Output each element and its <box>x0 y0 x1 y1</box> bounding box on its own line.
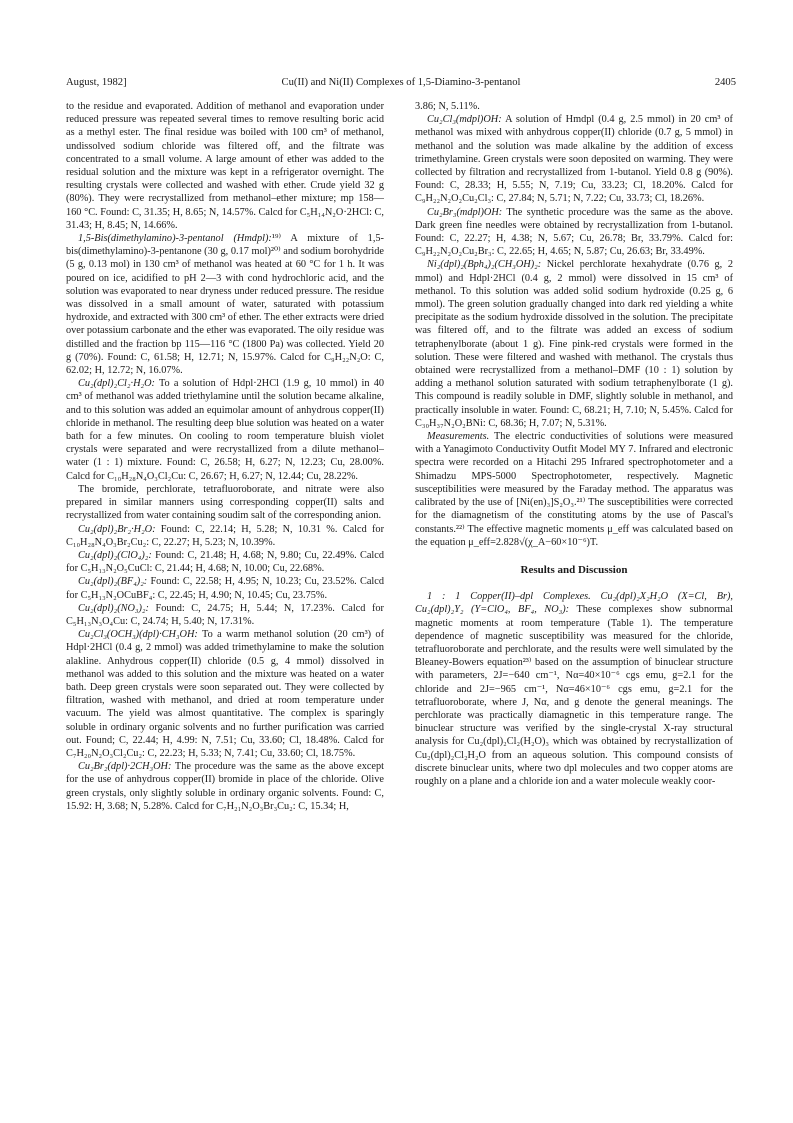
paragraph <box>66 602 384 628</box>
paragraph-heading: Cu₂(dpl)₂Br₂·H₂O: <box>78 523 156 535</box>
header-title: Cu(II) and Ni(II) Complexes of 1,5-Diamino-3-pentanol <box>281 77 521 88</box>
paragraph <box>66 100 384 232</box>
paragraph-text: To a warm methanol solution (20 cm³) of Hdpl·2HCl (0.4 g, 2 mmol) was added trimethylamine to make the solution alakline. Anhydrous copper(II) chloride (0.5 g, 4 mmol) dissolved in methanol was added to this solution and the mixture was heated on a water bath. Deep green crystals were soon separated out. They were collected by filtration, washed with methanol, and dried at room temperature under vacuum. The yield was almost quantitative. The complex is sparingly soluble in ordinary organic solvents and no further purification was carried out. Found; C, 22.44; H, 4.99: N, 7.51; Cu, 33.60; Cl, 18.48%. Calcd for C₇H₂₀N₂O₃Cl₂Cu₂: C, 22.23; H, 5.33; N, 7.41; Cu, 33.60; Cl, 18.75%. <box>66 629 384 759</box>
paragraph-text: ¹⁹⁾ A mixture of 1,5-bis(dimethylamino)-3-pentanone (30 g, 0.17 mol)²⁰⁾ and sodium borohydride (5 g, 0.13 mol) in 130 cm³ of methanol was heated at 60 °C for 1 h. It was poured on ice, acidified to pH 2—3 with cond hydrochloric acid, and the solution was evaporated to near dryness under reduced pressure. The residue was dissolved in a small amount of water, saturated with potassium hydroxide, and extracted with 300 cm³ of ether. The ether extracts were dried over potassium carbonate and the ether was evaporated. The oily residue was distilled and the fraction bp 115—116 °C (1800 Pa) was collected. Yield 20 g (70%). Found: C, 61.58; H, 12.71; N, 15.97%. Calcd for C₉H₂₂N₂O: C, 62.02; H, 12.72; N, 16.07%. <box>66 233 384 377</box>
left-column <box>66 100 384 1100</box>
paragraph-heading: Cu₂(dpl)₂(BF₄)₂: <box>78 576 148 588</box>
header-date: August, 1982] <box>66 77 127 88</box>
paragraph <box>415 590 733 788</box>
paragraph-text: to the residue and evaporated. Addition of methanol and evaporation under reduced pressure was repeated several times to remove resulting boric acid as a methyl ester. The final residue was boiled with 100 cm³ of methanol, undissolved sodium chloride was filtered off, and the filtrate was concentrated to a small volume. A large amount of ether was added to the residual solution and the mixture was kept in a refrigerator overnight. The resulting crystals were collected and washed with ether. Crude yield 32 g (80%). They were recrystallized from methanol–ether mixture; mp 158—160 °C. Found: C, 31.35; H, 8.65; N, 14.57%. Calcd for C₅H₁₄N₂O·2HCl: C, 31.43; H, 8.45; N, 14.66%. <box>66 101 384 231</box>
paragraph <box>415 206 733 259</box>
paragraph-text: Found: C, 22.58; H, 4.95; N, 10.23; Cu, 23.52%. Calcd for C₅H₁₃N₂OCuBF₄: C, 22.45; H, 4.90; N, 10.45; Cu, 23.75%. <box>66 576 384 601</box>
paragraph <box>66 575 384 601</box>
paragraph-heading: Cu₂(dpl)₂Cl₂·H₂O: <box>78 378 155 390</box>
paragraph-text: The procedure was the same as the above except for the use of anhydrous copper(II) bromide in place of the chloride. Olive green crystals, only slightly soluble in ordinary organic solvents. Found: C, 15.92: H, 3.68; N, 5.28%. Calcd for C₇H₂₁N₂O₃Br₃Cu₂: C, 15.34; H, <box>66 761 384 812</box>
paragraph <box>415 430 733 549</box>
paragraph-heading: Cu₂(dpl)₂(ClO₄)₂: <box>78 549 152 561</box>
paragraph-heading: Measurements. <box>427 431 490 443</box>
paragraph <box>66 483 384 523</box>
paragraph <box>66 523 384 549</box>
right-column <box>415 100 733 1100</box>
paragraph <box>66 377 384 483</box>
paragraph <box>66 549 384 575</box>
paragraph-text: Found: C, 24.75; H, 5.44; N, 17.23%. Calcd for C₅H₁₃N₃O₄Cu: C, 24.74; H, 5.40; N, 17.31%. <box>66 602 384 627</box>
paragraph-heading: Ni₂(dpl)₂(Bph₄)₂(CH₃OH)₂: <box>427 259 542 271</box>
paragraph-text: The synthetic procedure was the same as the above. Dark green fine needles were obtained by recrystallization from 1-butanol. Found: C, 22.27; H, 4.38; N, 5.67; Cu, 26.78; Br, 33.79%. Calcd for: C₉H₂₂N₂O₂Cu₂Br₃: C, 22.65; H, 4.65; N, 5.87; Cu, 26.63; Br, 33.49%. <box>415 206 733 258</box>
paragraph-text: The electric conductivities of solutions were measured with a Yanagimoto Conductivity Outfit Model MY 7. Infrared and electronic spectra were recorded on a Hitachi 295 Infrared spectrophotometer and a Shimadzu MPS-5000 Spectrophotometer, respectively. Magnetic susceptibilities were measured by the Faraday method. The apparatus was calibrated by the use of [Ni(en)₃]S₂O₃.²¹⁾ The susceptibilities were corrected for the diamagnetism of the constituting atoms by the use of Pascal's constants.²²⁾ The effective magnetic moments μ_eff was calculated based on the equation μ_eff=2.828√(χ_A−60×10⁻⁶)T. <box>415 431 733 548</box>
paragraph <box>415 100 733 113</box>
paragraph-heading: Cu₂Cl₃(OCH₃)(dpl)·CH₃OH: <box>78 629 198 641</box>
paragraph <box>66 232 384 377</box>
paragraph-text: Found: C, 22.14; H, 5.28; N, 10.31 %. Calcd for C₁₀H₂₈N₄O₃Br₂Cu₂: C, 22.27; H, 5.23; N, 10.39%. <box>66 523 384 548</box>
page-header <box>66 76 736 90</box>
paragraph-text: A solution of Hmdpl (0.4 g, 2.5 mmol) in 20 cm³ of methanol was mixed with anhydrous copper(II) chloride (0.7 g, 5 mmol) in methanol and the solution was made alkaline by the addition of excess trimethylamine. Green crystals were soon deposited on warming. They were collected by filtration and recrystallized from 1-butanol. Yield 0.8 g (90%). Found: C, 28.33; H, 5.55; N, 7.19; Cu, 33.23; Cl, 18.20%. Calcd for C₉H₂₂N₂O₂Cu₂Cl₃: C, 27.84; N, 5.71; N, 7.22; Cu, 33.73; Cl, 18.26%. <box>415 114 733 205</box>
paragraph-text: Found: C, 21.48; H, 4.68; N, 9.80; Cu, 22.49%. Calcd for C₅H₁₃N₂O₅CuCl: C, 21.44; H, 4.68; N, 10.00; Cu, 22.68%. <box>66 549 384 575</box>
section-heading: Results and Discussion <box>520 563 628 576</box>
paragraph-text: 3.86; N, 5.11%. <box>415 101 480 112</box>
paragraph <box>66 760 384 813</box>
paragraph-heading: Cu₂Br₃(mdpl)OH: <box>427 206 503 218</box>
paragraph <box>415 113 733 205</box>
paragraph <box>66 628 384 760</box>
paragraph-heading: Cu₂Cl₃(mdpl)OH: <box>427 114 502 126</box>
paragraph-heading: Cu₂(dpl)₂(NO₃)₂: <box>78 602 149 614</box>
paragraph-text: To a solution of Hdpl·2HCl (1.9 g, 10 mmol) in 40 cm³ of methanol was added triethylamine until the solution became alkaline, and to this solution was added an equimolar amount of anhydrous copper(II) chloride in methanol. The resulting deep blue solution was heated on a water bath for a few minutes. On cooling to room temperature bluish violet crystals were separated and were recrystallized from a dilute methanol–water (1 : 1) mixture. Found: C, 26.58; H, 6.27; N, 12.23; Cu, 28.00%. Calcd for C₁₀H₂₈N₄O₃Cl₂Cu: C, 26.67; H, 6.27; N, 12.44; Cu, 28.22%. <box>66 378 384 482</box>
page-number: 2405 <box>714 77 736 88</box>
paragraph-heading: Cu₂Br₂(dpl)·2CH₃OH: <box>78 761 172 773</box>
paragraph-text: These complexes show subnormal magnetic moments at room temperature (Table 1). The temperature dependence of magnetic susceptibility was measured for the chloride, tetrafluoroborate and perchlorate, and the results were well simulated by the Bleaney-Bowers equation²³⁾ based on the assumption of binuclear structure with parameters, 2J=−640 cm⁻¹, Nα=40×10⁻⁶ cgs emu, g=2.1 for the chloride and 2J=−965 cm⁻¹, Nα=46×10⁻⁶ cgs emu, g=2.1 for the tetrafluoroborate, where J, Nα, and g denote the general meanings. The perchlorate was practically diamagnetic in this temperature range. The binuclear structure was verified by the single-crystal X-ray structural analysis for Cu₂(dpl)₂Cl₂(H₂O)₃ which was obtained by recrystallization of Cu₂(dpl)₂Cl₂H₂O from an aqueous solution. This compound consists of discrete binuclear units, where two dpl molecules and two copper atoms are roughly on a plane and a chloride ion and a water molecule weakly coor- <box>415 604 733 787</box>
paragraph-heading: 1,5-Bis(dimethylamino)-3-pentanol (Hmdpl): <box>78 233 272 245</box>
paragraph-text: The bromide, perchlorate, tetrafluoroborate, and nitrate were also prepared in similar manners using corresponding copper(II) salts and recrystallized from water containing soudim salt of the corresponding anion. <box>66 483 384 522</box>
paragraph-heading: 1 : 1 Copper(II)–dpl Complexes. Cu₂(dpl)₂X₂H₂O (X=Cl, Br), Cu₂(dpl)₂Y₂ (Y=ClO₄, BF₄, NO₃): <box>415 591 733 616</box>
paragraph <box>415 258 733 430</box>
paragraph-text: Nickel perchlorate hexahydrate (0.76 g, 2 mmol) and Hdpl·2HCl (0.4 g, 2 mmol) were dissolved in 15 cm³ of methanol. To this solution was added solid sodium hydroxide (0.25 g, 6 mmol). The green solution gradually changed into dark red yielding a white precipitate as the sodium hydroxide dissolved in the solution. The precipitate was filtered off, and to the filtrate was added an excess of sodium tetraphenylborate (about 1 g). Fine pink-red crystals were formed in the solution. These were filtered and washed with methanol. The crystals thus obtained were recrystallized from a methanol–DMF (10 : 1) solution by adding a methanol solution saturated with sodium tetraphenylborate (1 g). This compound is readily soluble in DMF, slightly soluble in methanol, and practically insoluble in water. Found: C, 68.21; H, 7.10; N, 5.45%. Calcd for C₃₀H₃₇N₂O₂BNi: C, 68.36; H, 7.07; N, 5.31%. <box>415 259 733 429</box>
